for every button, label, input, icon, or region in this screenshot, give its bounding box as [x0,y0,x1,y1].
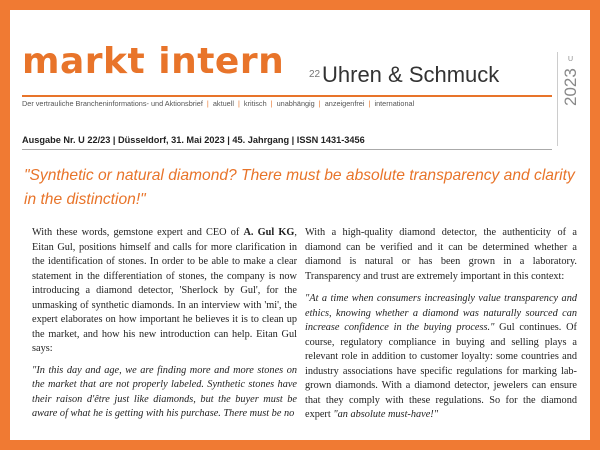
quote-paragraph [305,292,577,423]
paragraph-text: , Eitan Gul, positions himself and calls for more clarification in the identification of stones. In order to be able to make a clear statement in the differentiation of stones, the company is now introducing a diamond detector, 'Sherlock by Gul', for the unmasking of synthetic diamonds. In an interview with 'mi', the expert elaborates on how important he believes it is to clean up the market, and how his new introduction can help. Eitan Gul says: [32,227,297,354]
paragraph [305,226,577,284]
tagline-separator: | [318,99,321,108]
tagline [22,99,414,108]
quote-text: "In this day and age, we are finding more and more stones on the market that are not properly labeled. Synthetic stones have their raison d'être just like diamonds, but the buyer must be aware of what he is getting with his purchase. There must be no [32,364,297,419]
tagline-separator: | [270,99,273,108]
article-headline: "Synthetic or natural diamond? There must be absolute transparency and clarity in the distinction!" [24,167,575,208]
closing-quote: "an absolute must-have!" [333,409,439,420]
tagline-separator: | [237,99,240,108]
article-column-left [32,226,297,429]
header-vertical-divider [557,52,558,146]
paragraph-text: With these words, gemstone expert and CEO of [32,227,244,238]
corner-mark: U [568,56,574,63]
tagline-prefix: Der vertrauliche Brancheninformations- und Aktionsbrief [22,99,203,108]
issue-number: 22 [309,69,321,80]
paragraph [32,226,297,357]
newsletter-page [10,10,590,440]
company-name: A. Gul KG [243,227,295,238]
tagline-item: kritisch [243,99,267,108]
brand-logo: markt intern [22,41,285,82]
tagline-item: international [374,99,415,108]
section-title: Uhren & Schmuck [322,62,500,87]
tagline-item: unabhängig [276,99,315,108]
tagline-separator: | [368,99,371,108]
header-rule [22,95,552,97]
tagline-item: anzeigenfrei [324,99,365,108]
quote-text: "At a time when consumers increasingly value transparency and ethics, knowing whether a diamond was naturally sourced can increase confidence in the buying process." [305,293,577,333]
tagline-separator: | [206,99,209,108]
issue-rule [22,149,552,150]
issue-info: Ausgabe Nr. U 22/23 | Düsseldorf, 31. Mai 2023 | 45. Jahrgang | ISSN 1431-3456 [22,135,365,145]
tagline-item: aktuell [212,99,234,108]
paragraph-text: With a high-quality diamond detector, the authenticity of a diamond can be verified and it can be determined whether a diamond is natural or has been grown in a laboratory. Transparency and trust are extremely important in this context: [305,227,577,282]
year-label: 2023 [561,68,580,106]
quote-paragraph [32,364,297,422]
article-column-right [305,226,577,423]
paragraph-text: Gul continues. Of course, regulatory compliance in buying and selling plays a relevant role in addition to customer loyalty: some countries and industry associations have specific regulations for marking lab-grown diamonds. With a diamond detector, jewelers can ensure that they comply with these regulations. So for the diamond expert [305,322,577,420]
